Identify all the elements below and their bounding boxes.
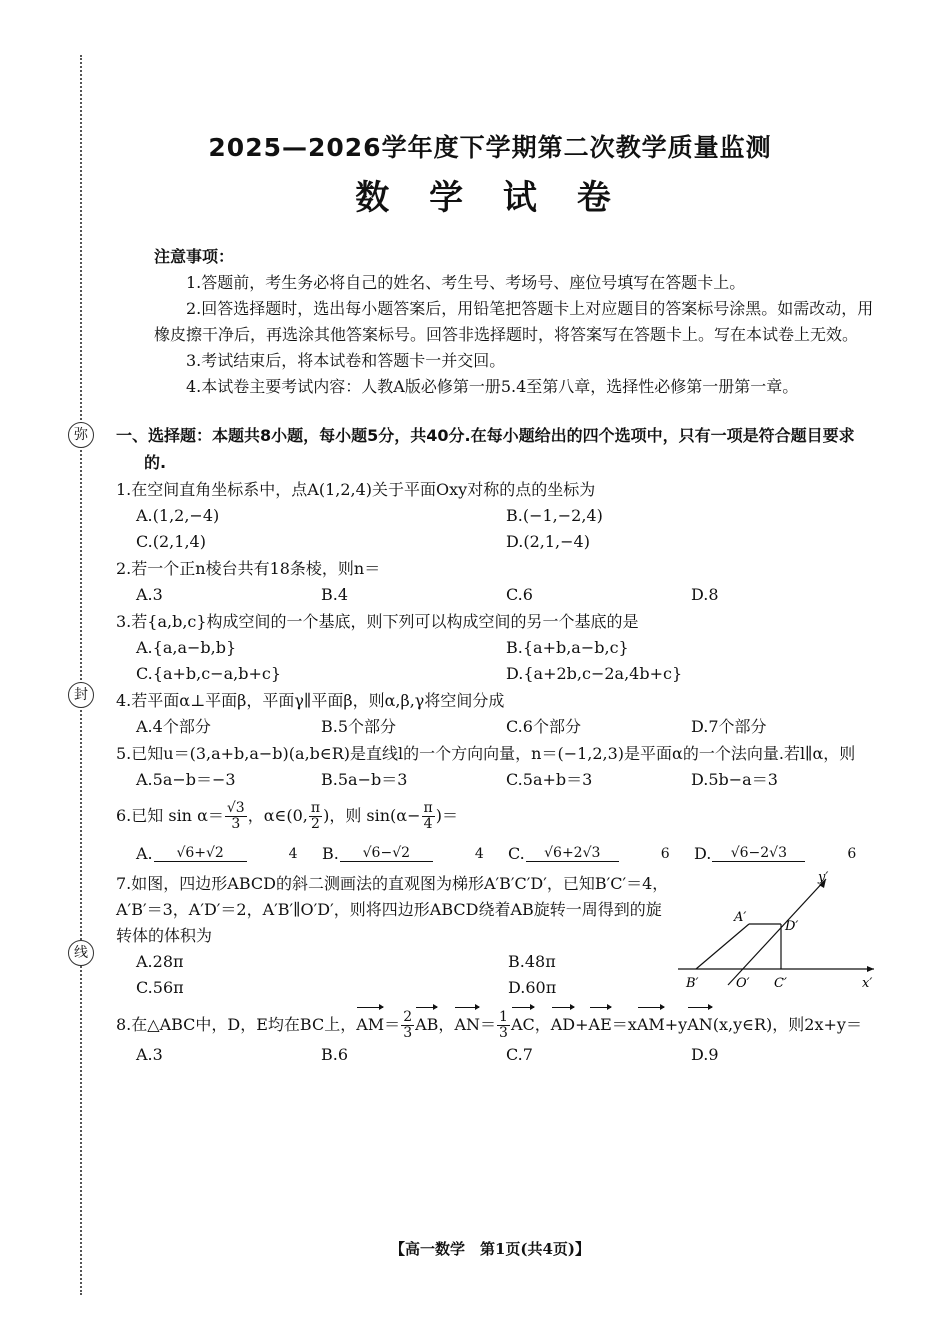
- exam-subtitle: 数 学 试 卷: [355, 178, 625, 218]
- q8-frac2-num: 1: [499, 1009, 508, 1025]
- section-heading: 一、选择题：本题共8小题，每小题5分，共40分.在每小题给出的四个选项中，只有一项是符合题目要求的.: [116, 426, 855, 472]
- q6-a-label: A.: [136, 844, 153, 863]
- q8-eq2: ＝: [480, 1015, 497, 1034]
- q7-option-d: D.60π: [508, 978, 557, 997]
- question-8-stem: [116, 1005, 876, 1042]
- q6-b-den: 4: [474, 845, 484, 862]
- q7-option-a: A.28π: [136, 952, 184, 971]
- q6-frac3-den: 4: [423, 816, 433, 832]
- q6-stem-part4: )＝: [435, 806, 458, 825]
- vector-ad: AD: [551, 1005, 575, 1042]
- question-3-options-row2: [116, 661, 876, 687]
- q6-b-num: √6−√2: [340, 846, 433, 862]
- q8-part1: 8.在△ABC中，D，E均在BC上，: [116, 1015, 357, 1034]
- question-1-stem: 1.在空间直角坐标系中，点A(1,2,4)关于平面Oxy对称的点的坐标为: [116, 480, 596, 499]
- q6-frac-pi-over-4: [422, 801, 435, 832]
- q8-eq3: ＝x: [611, 1015, 637, 1034]
- q8-option-a: A.3: [136, 1045, 163, 1064]
- q2-option-a: A.3: [136, 585, 163, 604]
- q8-option-d: D.9: [691, 1045, 719, 1064]
- q6-b-label: B.: [322, 844, 339, 863]
- notice-heading: 注意事项：: [154, 247, 235, 266]
- question-7-options: [116, 949, 676, 1001]
- label-d: D′: [785, 919, 799, 934]
- q6-stem-part1: 6.已知 sin α＝: [116, 806, 224, 825]
- exam-content: [116, 244, 876, 1068]
- q8-frac2-den: 3: [499, 1025, 508, 1041]
- question-2-options: [116, 582, 876, 608]
- q2-option-d: D.8: [691, 585, 719, 604]
- q7-options-row1: [116, 949, 676, 975]
- q8-plus: +: [575, 1015, 589, 1034]
- label-y: y′: [818, 870, 829, 885]
- question-6-options: [116, 841, 876, 867]
- q6-frac1-num: √3: [226, 800, 245, 816]
- q2-option-b: B.4: [321, 585, 349, 604]
- q5-option-c: C.5a+b＝3: [506, 770, 593, 789]
- q6-c-den: 6: [660, 845, 670, 862]
- q6-d-num: √6−2√3: [712, 846, 805, 862]
- q5-option-b: B.5a−b＝3: [321, 770, 408, 789]
- seal-feng: 封: [68, 682, 94, 708]
- q6-stem-part3: )，则 sin(α−: [323, 806, 421, 825]
- question-1-options-row2: [116, 529, 876, 555]
- q8-sep2: ，: [534, 1015, 551, 1034]
- notice-item-2: 2.回答选择题时，选出每小题答案后，用铅笔把答题卡上对应题目的答案标号涂黑。如需改动，用橡皮擦干净后，再选涂其他答案标号。回答非选择题时，将答案写在答题卡上。写在本试卷上无效。: [154, 299, 874, 344]
- q6-d-den: 6: [847, 845, 857, 862]
- q3-option-d: D.{a+2b,c−2a,4b+c}: [506, 664, 683, 683]
- q3-option-c: C.{a+b,c−a,b+c}: [136, 664, 281, 683]
- question-2-stem: 2.若一个正n棱台共有18条棱，则n＝: [116, 559, 381, 578]
- vector-ab: AB: [415, 1005, 438, 1042]
- label-b: B′: [686, 976, 699, 991]
- question-3-stem: 3.若{a,b,c}构成空间的一个基底，则下列可以构成空间的另一个基底的是: [116, 612, 639, 631]
- q4-option-d: D.7个部分: [691, 717, 767, 736]
- label-x: x′: [862, 976, 873, 991]
- q1-option-d: D.(2,1,−4): [506, 532, 590, 551]
- vector-ac: AC: [511, 1005, 535, 1042]
- q8-eq1: ＝: [384, 1015, 401, 1034]
- q8-frac-1-3: [497, 1010, 510, 1041]
- question-5-options: [116, 767, 876, 793]
- question-7: [116, 871, 876, 999]
- q7-option-c: C.56π: [136, 978, 184, 997]
- question-4-options: [116, 714, 876, 740]
- notice-item-4: 4.本试卷主要考试内容：人教A版必修第一册5.4至第八章，选择性必修第一册第一章。: [186, 377, 799, 396]
- q6-option-d: [694, 841, 880, 867]
- question-3-options-row1: [116, 635, 876, 661]
- question-4-stem: 4.若平面α⊥平面β，平面γ∥平面β，则α,β,γ将空间分成: [116, 691, 505, 710]
- label-a: A′: [734, 910, 747, 925]
- q3-option-b: B.{a+b,a−b,c}: [506, 638, 629, 657]
- q1-option-b: B.(−1,−2,4): [506, 506, 603, 525]
- vector-an-2: AN: [687, 1005, 713, 1042]
- q7-options-row2: [116, 975, 676, 1001]
- vector-an: AN: [454, 1005, 480, 1042]
- vector-am: AM: [356, 1005, 384, 1042]
- q6-option-b: [322, 841, 508, 867]
- q6-stem-part2: ，α∈(0,: [247, 806, 308, 825]
- q6-c-label: C.: [508, 844, 525, 863]
- q8-option-c: C.7: [506, 1045, 533, 1064]
- q8-frac-2-3: [401, 1010, 414, 1041]
- label-c: C′: [774, 976, 787, 991]
- question-8-options: [116, 1042, 876, 1068]
- q6-option-c: [508, 841, 694, 867]
- notice-item-3: 3.考试结束后，将本试卷和答题卡一并交回。: [186, 351, 506, 370]
- binding-line: [80, 55, 82, 1295]
- trapezoid-figure: [676, 869, 876, 999]
- q6-frac2-den: 2: [311, 816, 320, 832]
- question-5-stem: 5.已知u＝(3,a+b,a−b)(a,b∈R)是直线l的一个方向向量，n＝(−1,2,3)是平面α的一个法向量.若l∥α，则: [116, 744, 856, 763]
- q6-d-label: D.: [694, 844, 712, 863]
- vector-am-2: AM: [637, 1005, 665, 1042]
- q4-option-a: A.4个部分: [136, 717, 211, 736]
- q7-option-b: B.48π: [508, 952, 556, 971]
- question-7-stem: 7.如图，四边形ABCD的斜二测画法的直观图为梯形A′B′C′D′，已知B′C′＝4，A′B′＝3，A′D′＝2，A′B′∥O′D′，则将四边形ABCD绕着AB旋转一周得到的旋转体的体积为: [116, 874, 669, 945]
- q1-option-c: C.(2,1,4): [136, 532, 206, 551]
- q1-option-a: A.(1,2,−4): [136, 506, 220, 525]
- q2-option-c: C.6: [506, 585, 533, 604]
- q6-frac-pi-over-2: [309, 801, 322, 832]
- q6-frac2-num: π: [310, 800, 321, 816]
- x-axis-arrow: [867, 966, 874, 972]
- q4-option-c: C.6个部分: [506, 717, 581, 736]
- q6-frac3-num: π: [423, 800, 433, 816]
- page-footer: 【高一数学 第1页(共4页)】: [389, 1240, 591, 1258]
- q8-tail: (x,y∈R)，则2x+y＝: [712, 1015, 862, 1034]
- q8-frac1-num: 2: [403, 1009, 413, 1025]
- q4-option-b: B.5个部分: [321, 717, 397, 736]
- q8-option-b: B.6: [321, 1045, 349, 1064]
- q8-plusy: +y: [664, 1015, 688, 1034]
- question-6-stem: [116, 799, 876, 833]
- question-1-options-row1: [116, 503, 876, 529]
- q5-option-d: D.5b−a＝3: [691, 770, 778, 789]
- q6-option-a: [136, 841, 322, 867]
- q6-frac-sqrt3-over-3: [225, 801, 247, 832]
- vector-ae: AE: [589, 1005, 612, 1042]
- q6-a-num: √6+√2: [154, 846, 247, 862]
- seal-xian: 线: [68, 940, 94, 966]
- label-o: O′: [736, 976, 750, 991]
- q8-frac1-den: 3: [403, 1025, 413, 1041]
- edge-b-a: [696, 924, 749, 969]
- notice-item-1: 1.答题前，考生务必将自己的姓名、考生号、考场号、座位号填写在答题卡上。: [186, 273, 746, 292]
- seal-mi: 弥: [68, 422, 94, 448]
- exam-title: 2025—2026学年度下学期第二次教学质量监测: [208, 133, 772, 162]
- q6-frac1-den: 3: [231, 816, 241, 832]
- q5-option-a: A.5a−b＝−3: [136, 770, 236, 789]
- q6-c-num: √6+2√3: [526, 846, 619, 862]
- q8-sep: ，: [438, 1015, 455, 1034]
- q3-option-a: A.{a,a−b,b}: [136, 638, 237, 657]
- q6-a-den: 4: [288, 845, 298, 862]
